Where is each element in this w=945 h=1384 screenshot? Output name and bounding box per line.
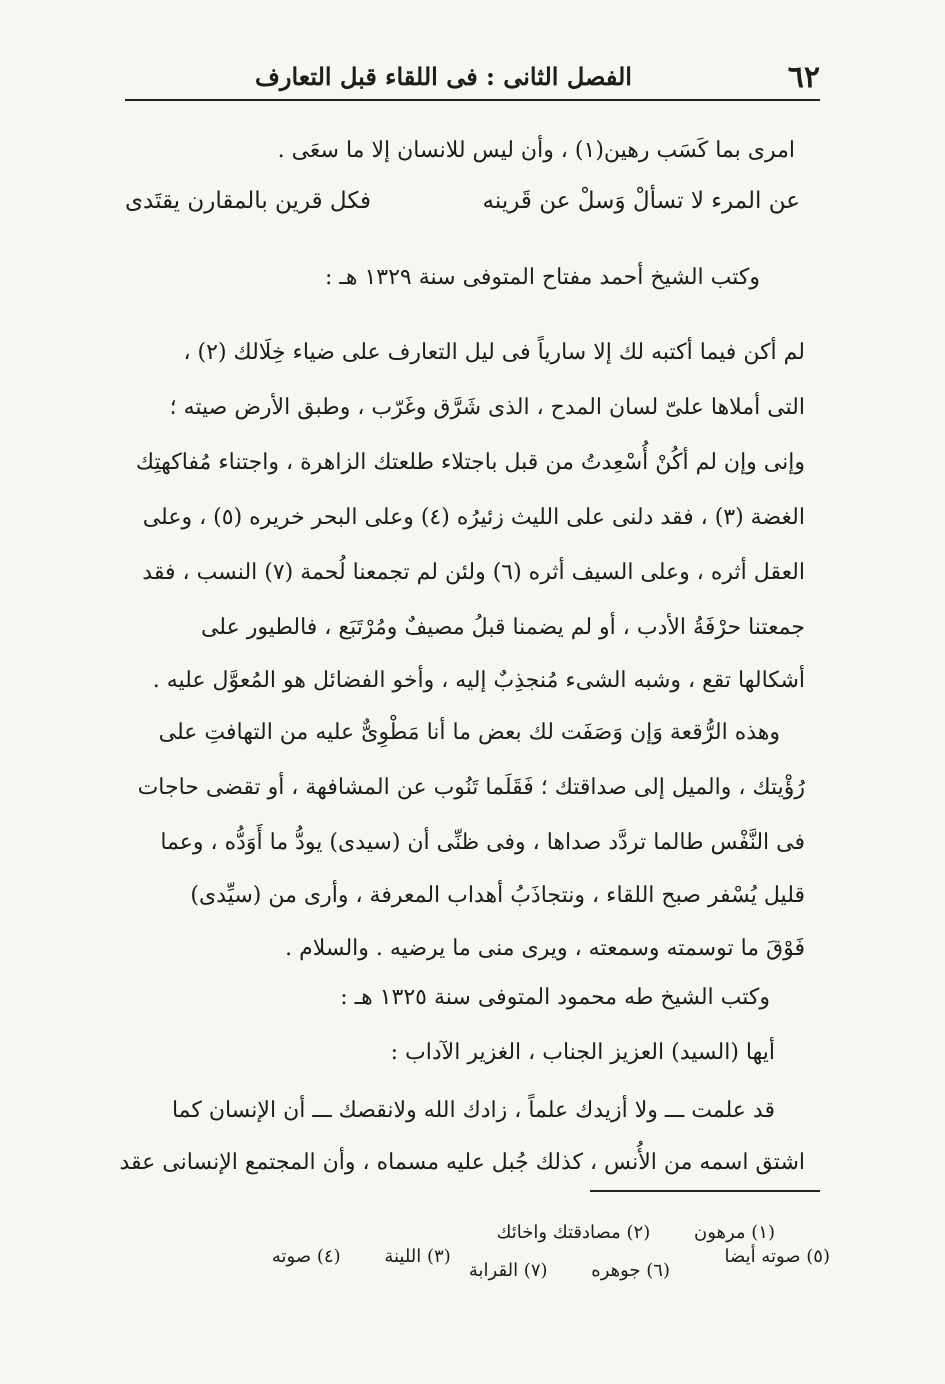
text-line-18: قد علمت ـــ ولا أزيدك علماً ، زادك الله ولانقصك ـــ أن الإنسان كما xyxy=(171,1098,775,1123)
text-line-15: فَوْقَ ما توسمته وسمعته ، ويرى منى ما يرضيه . والسلام . xyxy=(285,936,805,961)
text-line-14: قليل يُسْفر صبح اللقاء ، ونتجاذَبُ أهداب المعرفة ، وأرى من (سيِّدى) xyxy=(190,883,805,908)
text-line-9: جمعتنا حرْفَةُ الأدب ، أو لم يضمنا قبلُ مصيفٌ ومُرْتَبَع ، فالطيور على xyxy=(200,615,805,640)
text-line-19: اشتق اسمه من الأُنس ، كذلك جُبل عليه مسماه ، وأن المجتمع الإنسانى عقد xyxy=(119,1150,805,1175)
poem-first-hemistich: عن المرء لا تسألْ وَسلْ عن قَرينه xyxy=(482,188,800,214)
page-header xyxy=(125,58,820,100)
running-head: الفصل الثانى : فى اللقاء قبل التعارف xyxy=(255,62,632,91)
footnote-rule xyxy=(590,1190,820,1192)
text-line-8: العقل أثره ، وعلى السيف أثره (٦) ولئن لم تجمعنا لُحمة (٧) النسب ، فقد xyxy=(142,560,805,585)
text-line-13: فى النَّفْس طالما تردَّد صداها ، وفى ظنِّى أن (سيدى) يودُّ ما أَوَدُّه ، وعما xyxy=(160,830,805,855)
text-line-5: التى أملاها علىّ لسان المدح ، الذى شَرَّق وغَرّب ، وطبق الأرض صيته ؛ xyxy=(169,395,805,420)
poem-verse xyxy=(125,188,800,248)
poem-second-hemistich: فكل قرين بالمقارن يقتَدى xyxy=(125,188,372,214)
text-line-17: أيها (السيد) العزيز الجناب ، الغزير الآداب : xyxy=(390,1040,775,1065)
header-rule xyxy=(125,99,820,101)
text-line-6: وإنى وإن لم أكُنْ أُسْعِدتُ من قبل باجتلاء طلعتك الزاهرة ، واجتناء مُفاكهتِك xyxy=(135,450,805,475)
text-line-16: وكتب الشيخ طه محمود المتوفى سنة ١٣٢٥ هـ : xyxy=(340,985,770,1010)
page-number: ٦٢ xyxy=(787,60,820,95)
text-line-12: رُؤْيتك ، والميل إلى صداقتك ؛ فَقَلَما تَنُوب عن المشافهة ، أو تقضى حاجات xyxy=(137,775,805,800)
text-line-4: لم أكن فيما أكتبه لك إلا سارياً فى ليل التعارف على ضياء خِلَالك (٢) ، xyxy=(183,340,805,365)
footnote-row-3 xyxy=(431,1260,670,1281)
footnote-5: (٥) صوته أيضا xyxy=(724,1246,830,1267)
text-line-11: وهذه الرُّقعة وَإن وَصَفَت لك بعض ما أنا مَطْوِىٌّ عليه من التهافتِ على xyxy=(158,720,780,745)
text-line-10: أشكالها تقع ، وشبه الشىء مُنجذِبٌ إليه ، وأخو الفضائل هو المُعوَّل عليه . xyxy=(152,668,805,693)
text-line-1: امرى بما كَسَب رهين(١) ، وأن ليس للانسان إلا ما سعَى . xyxy=(277,138,795,163)
footnote-1: (١) مرهون xyxy=(693,1222,775,1243)
text-line-3: وكتب الشيخ أحمد مفتاح المتوفى سنة ١٣٢٩ هـ : xyxy=(325,265,760,290)
footnote-7: (٧) القرابة xyxy=(468,1260,548,1281)
text-line-7: الغضة (٣) ، فقد دلنى على الليث زئيرُه (٤) وعلى البحر خريره (٥) ، وعلى xyxy=(142,505,805,530)
footnote-4: (٤) صوته xyxy=(271,1246,341,1267)
footnote-2: (٢) مصادقتك واخائك xyxy=(496,1222,651,1243)
footnote-6: (٦) جوهره xyxy=(591,1260,670,1281)
footnote-row-1 xyxy=(459,1222,775,1243)
footnote-3: (٣) اللينة xyxy=(384,1246,451,1267)
